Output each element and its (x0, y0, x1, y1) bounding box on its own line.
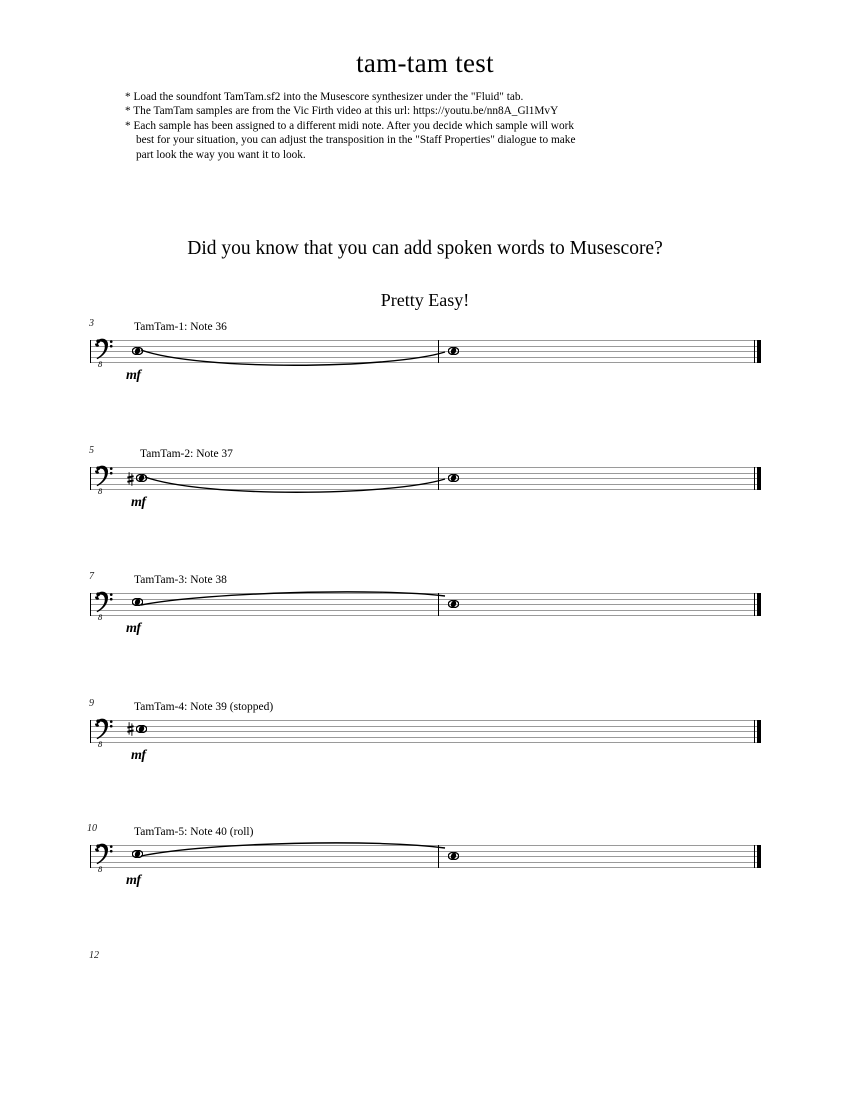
barline (438, 593, 439, 616)
barline (438, 845, 439, 868)
final-barline-thick (757, 593, 761, 616)
staff-label: TamTam-2: Note 37 (140, 448, 233, 460)
measure-number: 5 (89, 445, 94, 456)
barline (438, 467, 439, 490)
staff (90, 340, 759, 370)
barline-start (90, 845, 91, 868)
staff-label: TamTam-1: Note 36 (134, 321, 227, 333)
final-barline-thin (754, 720, 755, 743)
staff-line (90, 473, 759, 474)
final-measure-number: 12 (89, 950, 99, 961)
svg-text:8: 8 (98, 487, 103, 497)
instruction-line: * The TamTam samples are from the Vic Firth video at this url: https://youtu.be/nn8A_Gl1MvY (125, 105, 559, 118)
measure-number: 3 (89, 318, 94, 329)
final-barline-thick (757, 340, 761, 363)
instruction-line: * Each sample has been assigned to a different midi note. After you decide which sample will work (125, 119, 575, 132)
barline-start (90, 720, 91, 743)
sharp-accidental-icon (127, 721, 134, 737)
dynamic-marking: mf (126, 873, 141, 888)
whole-notehead (448, 474, 459, 482)
instruction-line: best for your situation, you can adjust the transposition in the "Staff Properties" dialogue to make (136, 134, 576, 147)
whole-notehead (448, 347, 459, 355)
whole-notehead (448, 600, 459, 608)
svg-text:8: 8 (98, 360, 103, 370)
final-barline-thick (757, 720, 761, 743)
final-barline-thin (754, 467, 755, 490)
staff-line (90, 467, 759, 468)
staff-line (90, 720, 759, 721)
staff-text-line-1: Did you know that you can add spoken words to Musescore? (187, 238, 663, 259)
barline (438, 340, 439, 363)
whole-notehead (136, 725, 147, 733)
bass-8vb-clef-icon (93, 461, 119, 497)
barline-start (90, 340, 91, 363)
staff-label: TamTam-4: Note 39 (stopped) (134, 701, 274, 713)
staff-line (90, 340, 759, 341)
tie-slur (140, 349, 446, 371)
barline-start (90, 593, 91, 616)
staff-line (90, 737, 759, 738)
bass-8vb-clef-icon (93, 587, 119, 623)
measure-number: 9 (89, 698, 94, 709)
sharp-accidental-icon (127, 471, 134, 487)
dynamic-marking: mf (131, 495, 146, 510)
staff (90, 593, 759, 623)
staff-line (90, 610, 759, 611)
bass-8vb-clef-icon (93, 839, 119, 875)
instruction-line: * Load the soundfont TamTam.sf2 into the Musescore synthesizer under the "Fluid" tab. (125, 91, 524, 103)
staff-text-line-2: Pretty Easy! (380, 290, 470, 310)
final-barline-thick (757, 845, 761, 868)
dynamic-marking: mf (126, 621, 141, 636)
barline-start (90, 467, 91, 490)
tie-slur (144, 476, 446, 498)
staff-line (90, 731, 759, 732)
instructions-block (125, 90, 745, 162)
bass-8vb-clef-icon (93, 334, 119, 370)
svg-text:8: 8 (98, 740, 103, 750)
tie-slur (140, 587, 446, 607)
staff-label: TamTam-5: Note 40 (roll) (134, 826, 254, 838)
staff (90, 845, 759, 875)
whole-notehead (448, 852, 459, 860)
staff-line (90, 726, 759, 727)
staff (90, 720, 759, 750)
svg-text:8: 8 (98, 865, 103, 875)
staff-line (90, 862, 759, 863)
final-barline-thin (754, 845, 755, 868)
tie-slur (140, 838, 446, 858)
staff (90, 467, 759, 497)
staff-line (90, 615, 759, 616)
page-title: tam-tam test (356, 48, 494, 78)
staff-label: TamTam-3: Note 38 (134, 574, 227, 586)
bass-8vb-clef-icon (93, 714, 119, 750)
dynamic-marking: mf (126, 368, 141, 383)
dynamic-marking: mf (131, 748, 146, 763)
staff-line (90, 742, 759, 743)
final-barline-thin (754, 593, 755, 616)
svg-text:8: 8 (98, 613, 103, 623)
final-barline-thick (757, 467, 761, 490)
measure-number: 7 (89, 571, 94, 582)
final-barline-thin (754, 340, 755, 363)
measure-number: 10 (87, 823, 97, 834)
staff-line (90, 867, 759, 868)
instruction-line: part look the way you want it to look. (136, 148, 306, 161)
staff-line (90, 346, 759, 347)
